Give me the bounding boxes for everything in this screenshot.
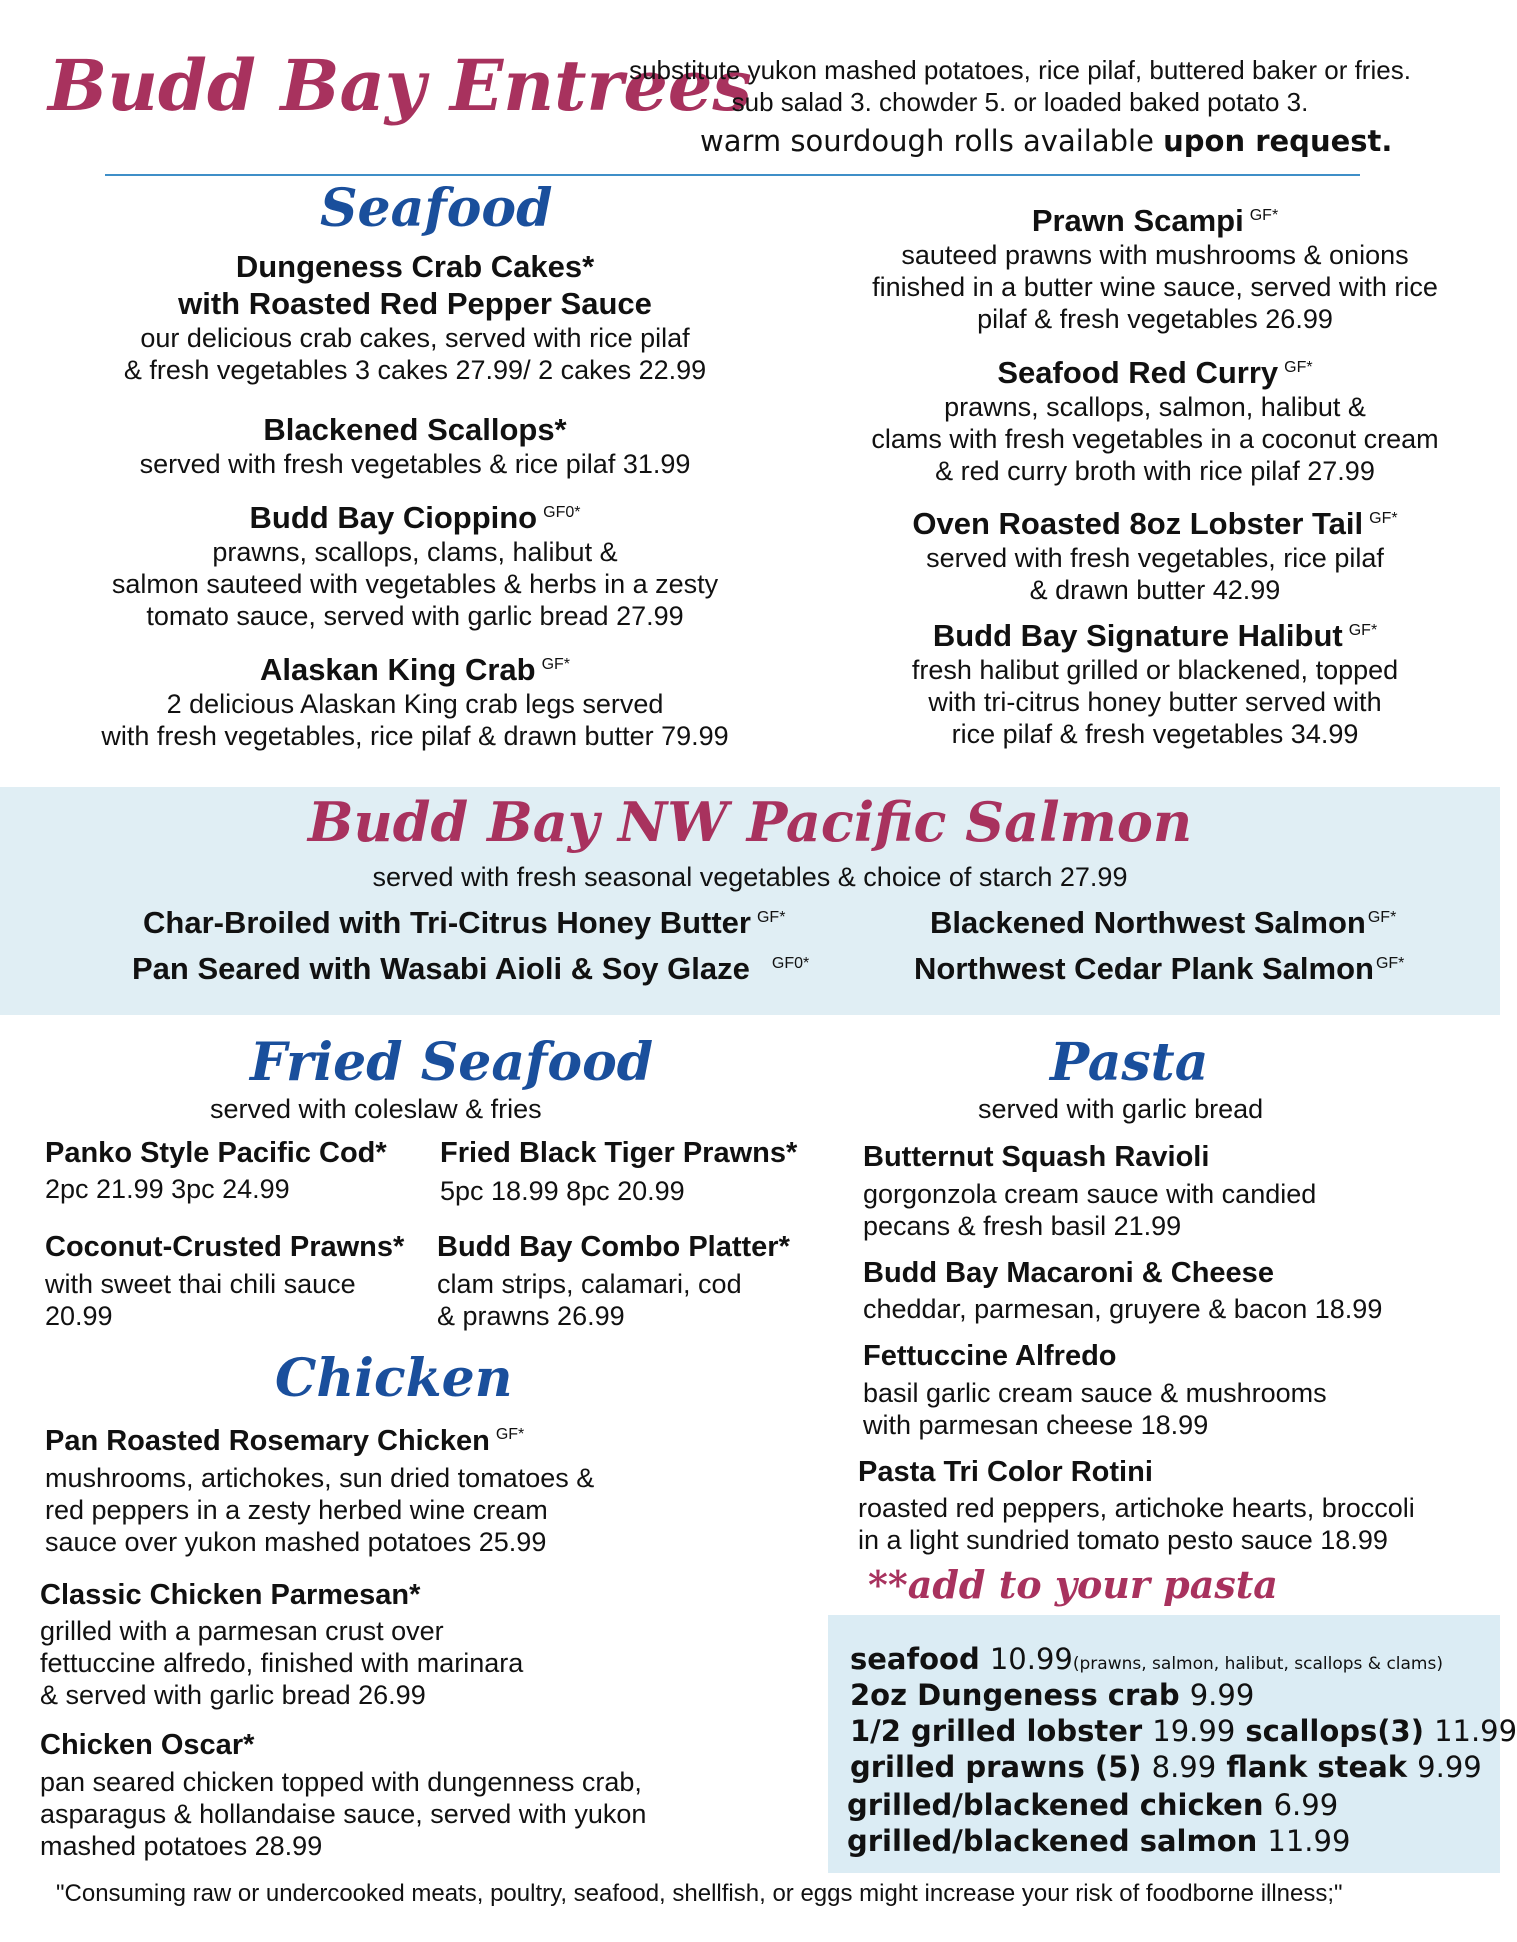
chicken-item-rosemary	[45, 1424, 524, 1459]
gluten-free-tag: GF*	[1348, 621, 1378, 639]
item-description: mushrooms, artichokes, sun dried tomatoes & red peppers in a zesty herbed wine cream sauce over yukon mashed potatoes 25.99	[45, 1463, 595, 1557]
pasta-item-title: Butternut Squash Ravioli	[863, 1141, 1210, 1173]
item-title: Oven Roasted 8oz Lobster Tail	[912, 506, 1364, 541]
chicken-item-oscar: Chicken Oscar*	[40, 1729, 255, 1761]
rolls-note-text: warm sourdough rolls available	[700, 124, 1164, 158]
gluten-free-tag: GF*	[1249, 206, 1279, 224]
fried-item-title: Fried Black Tiger Prawns*	[440, 1137, 798, 1169]
item-description: fresh halibut grilled or blackened, topped with tri-citrus honey butter served with rice pilaf & fresh vegetables 34.99	[911, 655, 1399, 750]
pasta-item-description: cheddar, parmesan, gruyere & bacon 18.99	[863, 1294, 1383, 1324]
fried-item-description: with sweet thai chili sauce 20.99	[45, 1269, 356, 1331]
item-description: prawns, scallops, clams, halibut & salmon sauteed with vegetables & herbs in a zesty tomato sauce, served with garlic bread 27.99	[111, 537, 719, 632]
fried-item-description: clam strips, calamari, cod & prawns 26.99	[437, 1269, 742, 1331]
gluten-free-tag: GF*	[1375, 954, 1405, 972]
addon-name: 2oz Dungeness crab	[850, 1678, 1180, 1712]
item-description: our delicious crab cakes, served with rice pilaf & fresh vegetables 3 cakes 27.99/ 2 cakes 22.99	[123, 323, 707, 386]
chicken-item-parmesan: Classic Chicken Parmesan*	[40, 1579, 421, 1611]
gluten-free-tag: GF*	[495, 1426, 525, 1444]
addon-name: scallops(3)	[1245, 1714, 1424, 1748]
addon-price: 10.99	[989, 1642, 1073, 1676]
item-description: grilled with a parmesan crust over fettuccine alfredo, finished with marinara & served with garlic bread 26.99	[40, 1616, 524, 1710]
salmon-heading: Budd Bay NW Pacific Salmon	[307, 790, 1193, 854]
addon-lobster	[850, 1714, 1517, 1748]
pasta-heading: Pasta	[1050, 1032, 1209, 1093]
item-title: Blackened Scallops*	[263, 412, 567, 447]
substitution-line-1: substitute yukon mashed potatoes, rice pilaf, buttered baker or fries.	[629, 55, 1411, 85]
rolls-note	[700, 124, 1392, 158]
addon-name: seafood	[850, 1642, 980, 1676]
pasta-item-description: roasted red peppers, artichoke hearts, broccoli in a light sundried tomato pesto sauce 18.99	[858, 1493, 1415, 1555]
chicken-heading: Chicken	[275, 1348, 513, 1409]
salmon-item-blackened	[930, 904, 1396, 941]
addon-chicken	[847, 1788, 1338, 1822]
fried-seafood-subtitle: served with coleslaw & fries	[210, 1094, 542, 1124]
pasta-item-description: gorgonzola cream sauce with candied pecans & fresh basil 21.99	[863, 1179, 1317, 1241]
rolls-note-bold: upon request.	[1163, 124, 1393, 158]
item-title: Char-Broiled with Tri-Citrus Honey Butter	[143, 905, 751, 940]
fried-item-title: Coconut-Crusted Prawns*	[45, 1231, 405, 1263]
fried-item-price: 5pc 18.99 8pc 20.99	[440, 1176, 685, 1206]
substitution-line-2: sub salad 3. chowder 5. or loaded baked potato 3.	[731, 87, 1309, 117]
addon-price: 19.99	[1152, 1714, 1236, 1748]
addon-price: 6.99	[1273, 1788, 1339, 1822]
salmon-subtitle: served with fresh seasonal vegetables & choice of starch 27.99	[372, 862, 1128, 892]
addon-price: 11.99	[1434, 1714, 1517, 1748]
addon-name: 1/2 grilled lobster	[850, 1714, 1143, 1748]
item-title: Pan Seared with Wasabi Aioli & Soy Glaze	[132, 951, 750, 986]
page-title: Budd Bay Entrees	[48, 44, 752, 127]
item-title-line2: with Roasted Red Pepper Sauce	[178, 286, 652, 322]
substitution-note	[600, 54, 1440, 118]
gluten-free-tag: GF*	[1367, 908, 1397, 926]
addon-seafood	[850, 1642, 1443, 1676]
gluten-free-tag: GF*	[541, 655, 571, 673]
menu-item-cioppino	[45, 499, 785, 632]
addon-name: grilled prawns (5)	[850, 1750, 1142, 1784]
add-to-pasta-heading: **add to your pasta	[868, 1562, 1278, 1607]
pasta-item-title: Pasta Tri Color Rotini	[858, 1456, 1153, 1488]
pasta-item-title: Budd Bay Macaroni & Cheese	[863, 1257, 1274, 1289]
gluten-free-tag: GF*	[756, 908, 786, 926]
addon-price: 9.99	[1417, 1750, 1482, 1784]
menu-item-king-crab	[45, 651, 785, 752]
menu-item-prawn-scampi	[815, 202, 1495, 335]
item-title: Blackened Northwest Salmon	[930, 905, 1366, 940]
addon-prawns	[850, 1750, 1482, 1784]
item-title: Dungeness Crab Cakes*	[235, 249, 595, 284]
fried-seafood-heading: Fried Seafood	[250, 1032, 654, 1093]
menu-item-blackened-scallops	[45, 411, 785, 480]
addon-dungeness-crab	[850, 1678, 1254, 1712]
item-description: prawns, scallops, salmon, halibut & clams with fresh vegetables in a coconut cream & red curry broth with rice pilaf 27.99	[871, 392, 1439, 487]
addon-name: grilled/blackened chicken	[847, 1788, 1264, 1822]
seafood-heading: Seafood	[320, 178, 553, 239]
salmon-item-cedar-plank	[914, 950, 1404, 987]
item-description: pan seared chicken topped with dungenness crab, asparagus & hollandaise sauce, served with yukon mashed potatoes 28.99	[40, 1767, 647, 1861]
gluten-free-tag: GF*	[1369, 509, 1398, 527]
addon-name: flank steak	[1226, 1750, 1408, 1784]
gluten-free-tag: GF*	[1284, 358, 1313, 376]
addon-price: 11.99	[1267, 1824, 1351, 1858]
item-title: Budd Bay Cioppino	[249, 500, 538, 535]
fried-item-title: Panko Style Pacific Cod*	[45, 1137, 387, 1169]
item-description: 2 delicious Alaskan King crab legs served with fresh vegetables, rice pilaf & drawn butter 79.99	[101, 689, 729, 752]
item-description: sauteed prawns with mushrooms & onions finished in a butter wine sauce, served with rice pilaf & fresh vegetables 26.99	[872, 240, 1438, 335]
item-title: Budd Bay Signature Halibut	[932, 618, 1343, 653]
fried-item-price: 2pc 21.99 3pc 24.99	[45, 1174, 290, 1204]
gluten-free-tag: GF0*	[543, 503, 581, 521]
addon-note: (prawns, salmon, halibut, scallops & clams)	[1072, 1654, 1443, 1674]
item-description: served with fresh vegetables & rice pilaf 31.99	[139, 449, 691, 480]
addon-salmon	[847, 1824, 1350, 1858]
addon-name: grilled/blackened salmon	[847, 1824, 1258, 1858]
food-safety-disclaimer: "Consuming raw or undercooked meats, poultry, seafood, shellfish, or eggs might increase your risk of foodborne illness;"	[56, 1880, 1343, 1907]
item-description: served with fresh vegetables, rice pilaf & drawn butter 42.99	[926, 543, 1384, 606]
item-title: Alaskan King Crab	[259, 652, 536, 687]
fried-item-title: Budd Bay Combo Platter*	[437, 1231, 790, 1263]
pasta-subtitle: served with garlic bread	[978, 1094, 1264, 1124]
header-divider	[105, 174, 1360, 176]
menu-item-lobster-tail	[815, 505, 1495, 606]
item-title: Pan Roasted Rosemary Chicken	[45, 1425, 490, 1457]
menu-item-signature-halibut	[815, 617, 1495, 750]
item-title: Seafood Red Curry	[997, 355, 1279, 390]
menu-item-red-curry	[815, 354, 1495, 487]
addon-price: 9.99	[1189, 1678, 1255, 1712]
addon-price: 8.99	[1151, 1750, 1217, 1784]
item-title: Northwest Cedar Plank Salmon	[914, 951, 1374, 986]
salmon-item-pan-seared	[132, 950, 809, 987]
pasta-item-title: Fettuccine Alfredo	[863, 1340, 1117, 1372]
pasta-item-description: basil garlic cream sauce & mushrooms with parmesan cheese 18.99	[863, 1378, 1327, 1440]
menu-item-crab-cakes	[45, 248, 785, 386]
salmon-item-char-broiled	[143, 904, 785, 941]
gluten-free-tag: GF0*	[771, 954, 810, 972]
item-title: Prawn Scampi	[1031, 203, 1244, 238]
